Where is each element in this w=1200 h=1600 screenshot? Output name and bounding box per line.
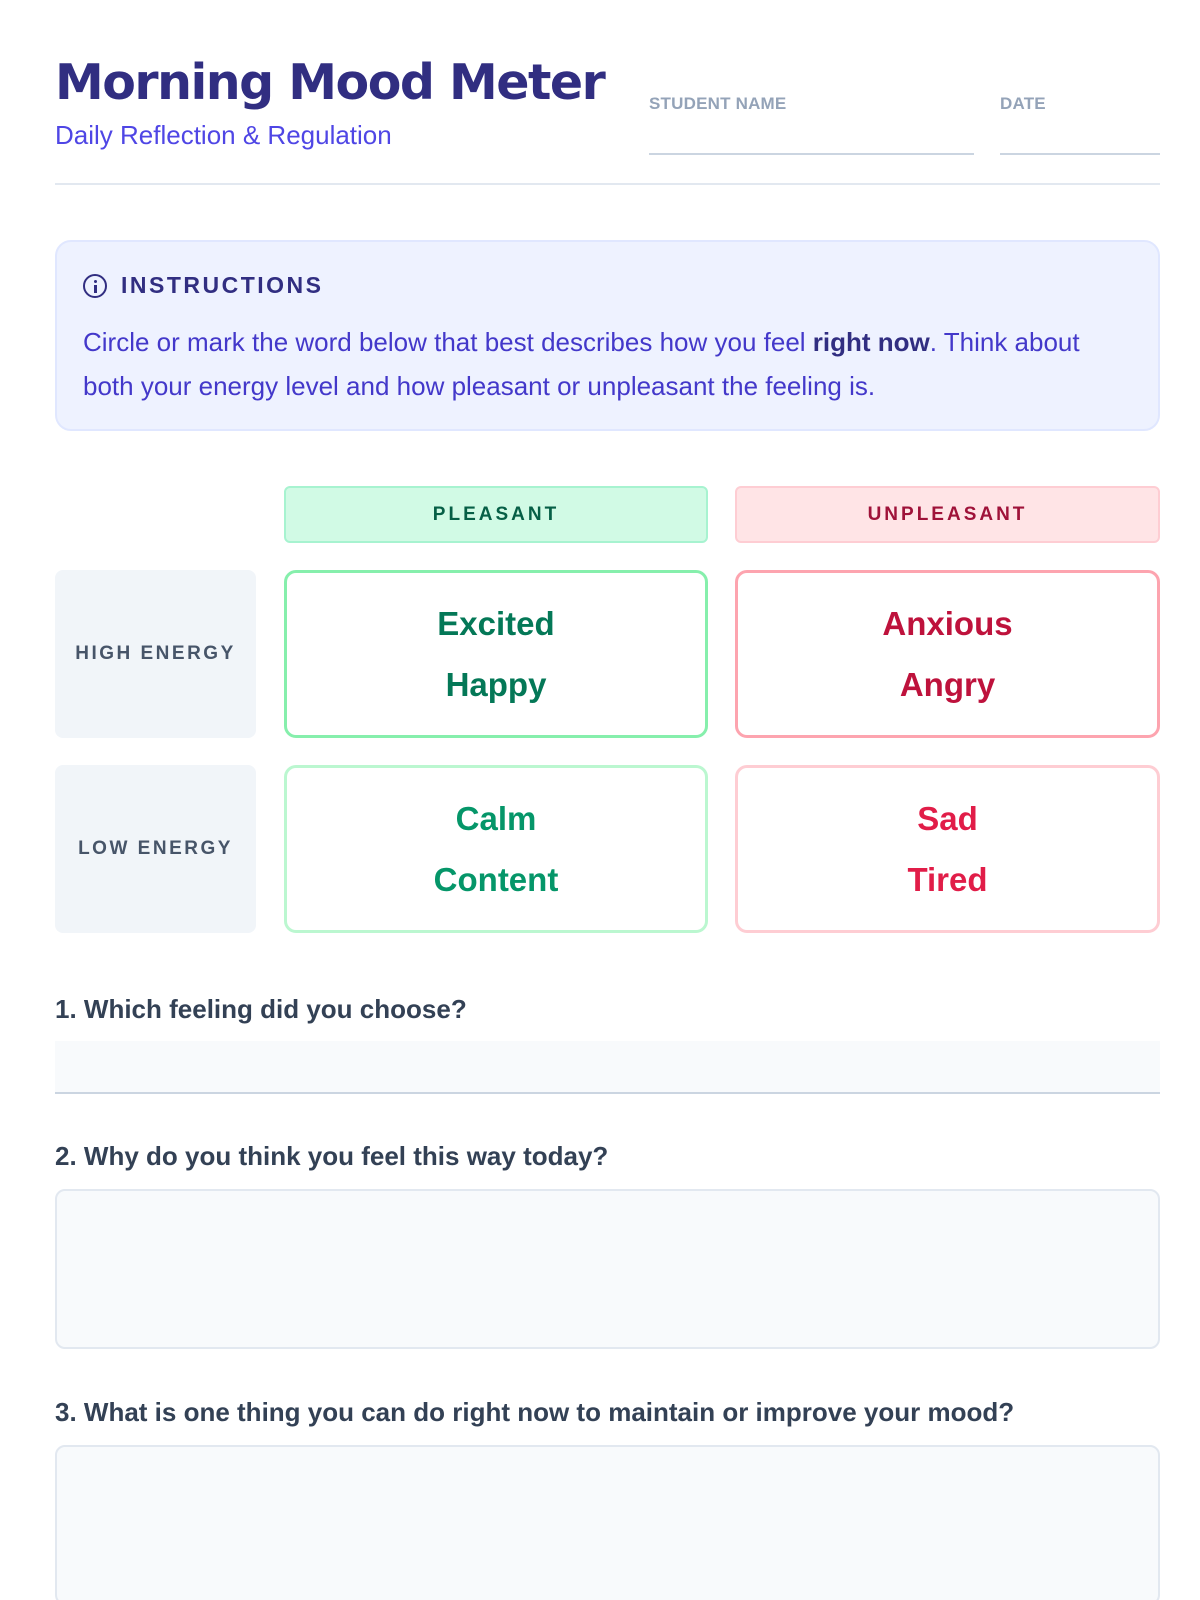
question-1-answer-field[interactable]: [55, 1041, 1160, 1094]
column-header-pleasant: PLEASANT: [284, 486, 708, 543]
mood-word-content[interactable]: Content: [433, 861, 559, 898]
instructions-text: [83, 320, 1133, 408]
mood-word-excited[interactable]: Excited: [437, 605, 555, 642]
instructions-title: INSTRUCTIONS: [121, 272, 324, 298]
info-icon: [83, 274, 107, 298]
mood-cell-high-unpleasant: [735, 570, 1160, 738]
mood-cell-high-pleasant: [284, 570, 708, 738]
question-1-label: 1. Which feeling did you choose?: [55, 994, 467, 1024]
page-title: Morning Mood Meter: [55, 54, 605, 111]
instructions-text-end: . Think about both your energy level and how pleasant or unpleasant the feeling is.: [83, 327, 1080, 401]
question-3-label: 3. What is one thing you can do right now to maintain or improve your mood?: [55, 1397, 1015, 1427]
instructions-box: [55, 240, 1160, 431]
student-name-field[interactable]: [649, 153, 974, 155]
instructions-heading: [83, 272, 324, 299]
date-label: DATE: [1000, 94, 1046, 113]
question-2-label: 2. Why do you think you feel this way today?: [55, 1141, 609, 1171]
question-2-answer-field[interactable]: [55, 1189, 1160, 1349]
mood-word-angry[interactable]: Angry: [899, 666, 996, 703]
row-label-low-energy: LOW ENERGY: [55, 765, 256, 933]
question-3-answer-field[interactable]: [55, 1445, 1160, 1600]
student-name-label: STUDENT NAME: [649, 94, 787, 113]
mood-cell-low-pleasant: [284, 765, 708, 933]
worksheet-header: [55, 50, 1160, 185]
mood-cell-low-unpleasant: [735, 765, 1160, 933]
mood-word-calm[interactable]: Calm: [455, 800, 537, 837]
mood-word-sad[interactable]: Sad: [917, 800, 978, 837]
mood-word-tired[interactable]: Tired: [907, 861, 988, 898]
instructions-text-start: Circle or mark the word below that best describes how you feel: [83, 327, 813, 357]
column-header-unpleasant: UNPLEASANT: [735, 486, 1160, 543]
date-field[interactable]: [1000, 153, 1160, 155]
mood-word-anxious[interactable]: Anxious: [882, 605, 1013, 642]
mood-word-happy[interactable]: Happy: [445, 666, 547, 703]
instructions-text-emphasis: right now: [812, 327, 930, 357]
row-label-high-energy: HIGH ENERGY: [55, 570, 256, 738]
page-subtitle: Daily Reflection & Regulation: [55, 120, 392, 150]
